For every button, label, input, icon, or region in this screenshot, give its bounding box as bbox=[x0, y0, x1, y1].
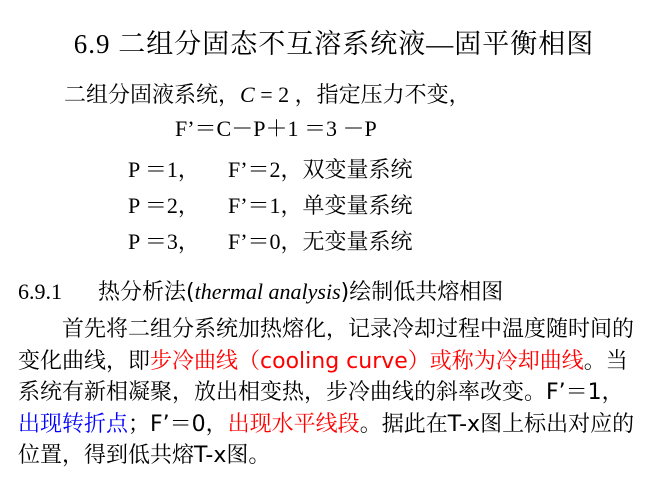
para-text-3: ；F’＝0， bbox=[128, 411, 228, 437]
state-p: P ＝2， bbox=[128, 193, 200, 218]
state-f: F’＝2，双变量系统 bbox=[228, 157, 413, 182]
intro-c-variable: C bbox=[240, 82, 255, 107]
section-text-b: )绘制低共熔相图 bbox=[340, 280, 504, 305]
body-paragraph bbox=[18, 314, 643, 472]
state-row-2 bbox=[128, 189, 413, 220]
intro-c-equation: = 2 bbox=[254, 82, 295, 107]
state-f: F’＝1，单变量系统 bbox=[228, 193, 413, 218]
highlight-horizontal-segment: 出现水平线段 bbox=[227, 411, 360, 437]
section-text-italic: thermal analysis bbox=[194, 279, 341, 304]
highlight-turning-point: 出现转折点 bbox=[18, 411, 129, 437]
slide-title: 6.9 二组分固态不互溶系统液—固平衡相图 bbox=[73, 29, 595, 59]
intro-suffix: ，指定压力不变， bbox=[294, 83, 471, 108]
intro-prefix: 二组分固液系统， bbox=[64, 83, 241, 108]
para-text-4: 。据此在T-x图上标出对应的位置，得到低共熔T-x图。 bbox=[18, 411, 635, 468]
para-text-1: 首先将二组分系统加热熔化，记录冷却过程中温度随时间的变化曲线，即 bbox=[18, 317, 635, 374]
state-f: F’＝0，无变量系统 bbox=[228, 229, 413, 254]
state-row-1 bbox=[128, 153, 413, 184]
state-p: P ＝3， bbox=[128, 229, 200, 254]
section-heading bbox=[18, 275, 503, 306]
phase-rule-formula: F’＝C－P＋1 ＝3 －P bbox=[175, 116, 377, 141]
state-row-3 bbox=[128, 225, 413, 256]
intro-line bbox=[64, 78, 471, 109]
section-number: 6.9.1 bbox=[18, 279, 62, 304]
state-p: P ＝1， bbox=[128, 157, 200, 182]
para-text-2: 。当系统有新相凝聚，放出相变热，步冷曲线的斜率改变。F’＝1， bbox=[18, 348, 628, 405]
section-text-a: 热分析法( bbox=[98, 280, 195, 305]
highlight-cooling-curve: 步冷曲线（cooling curve）或称为冷却曲线 bbox=[150, 348, 584, 374]
